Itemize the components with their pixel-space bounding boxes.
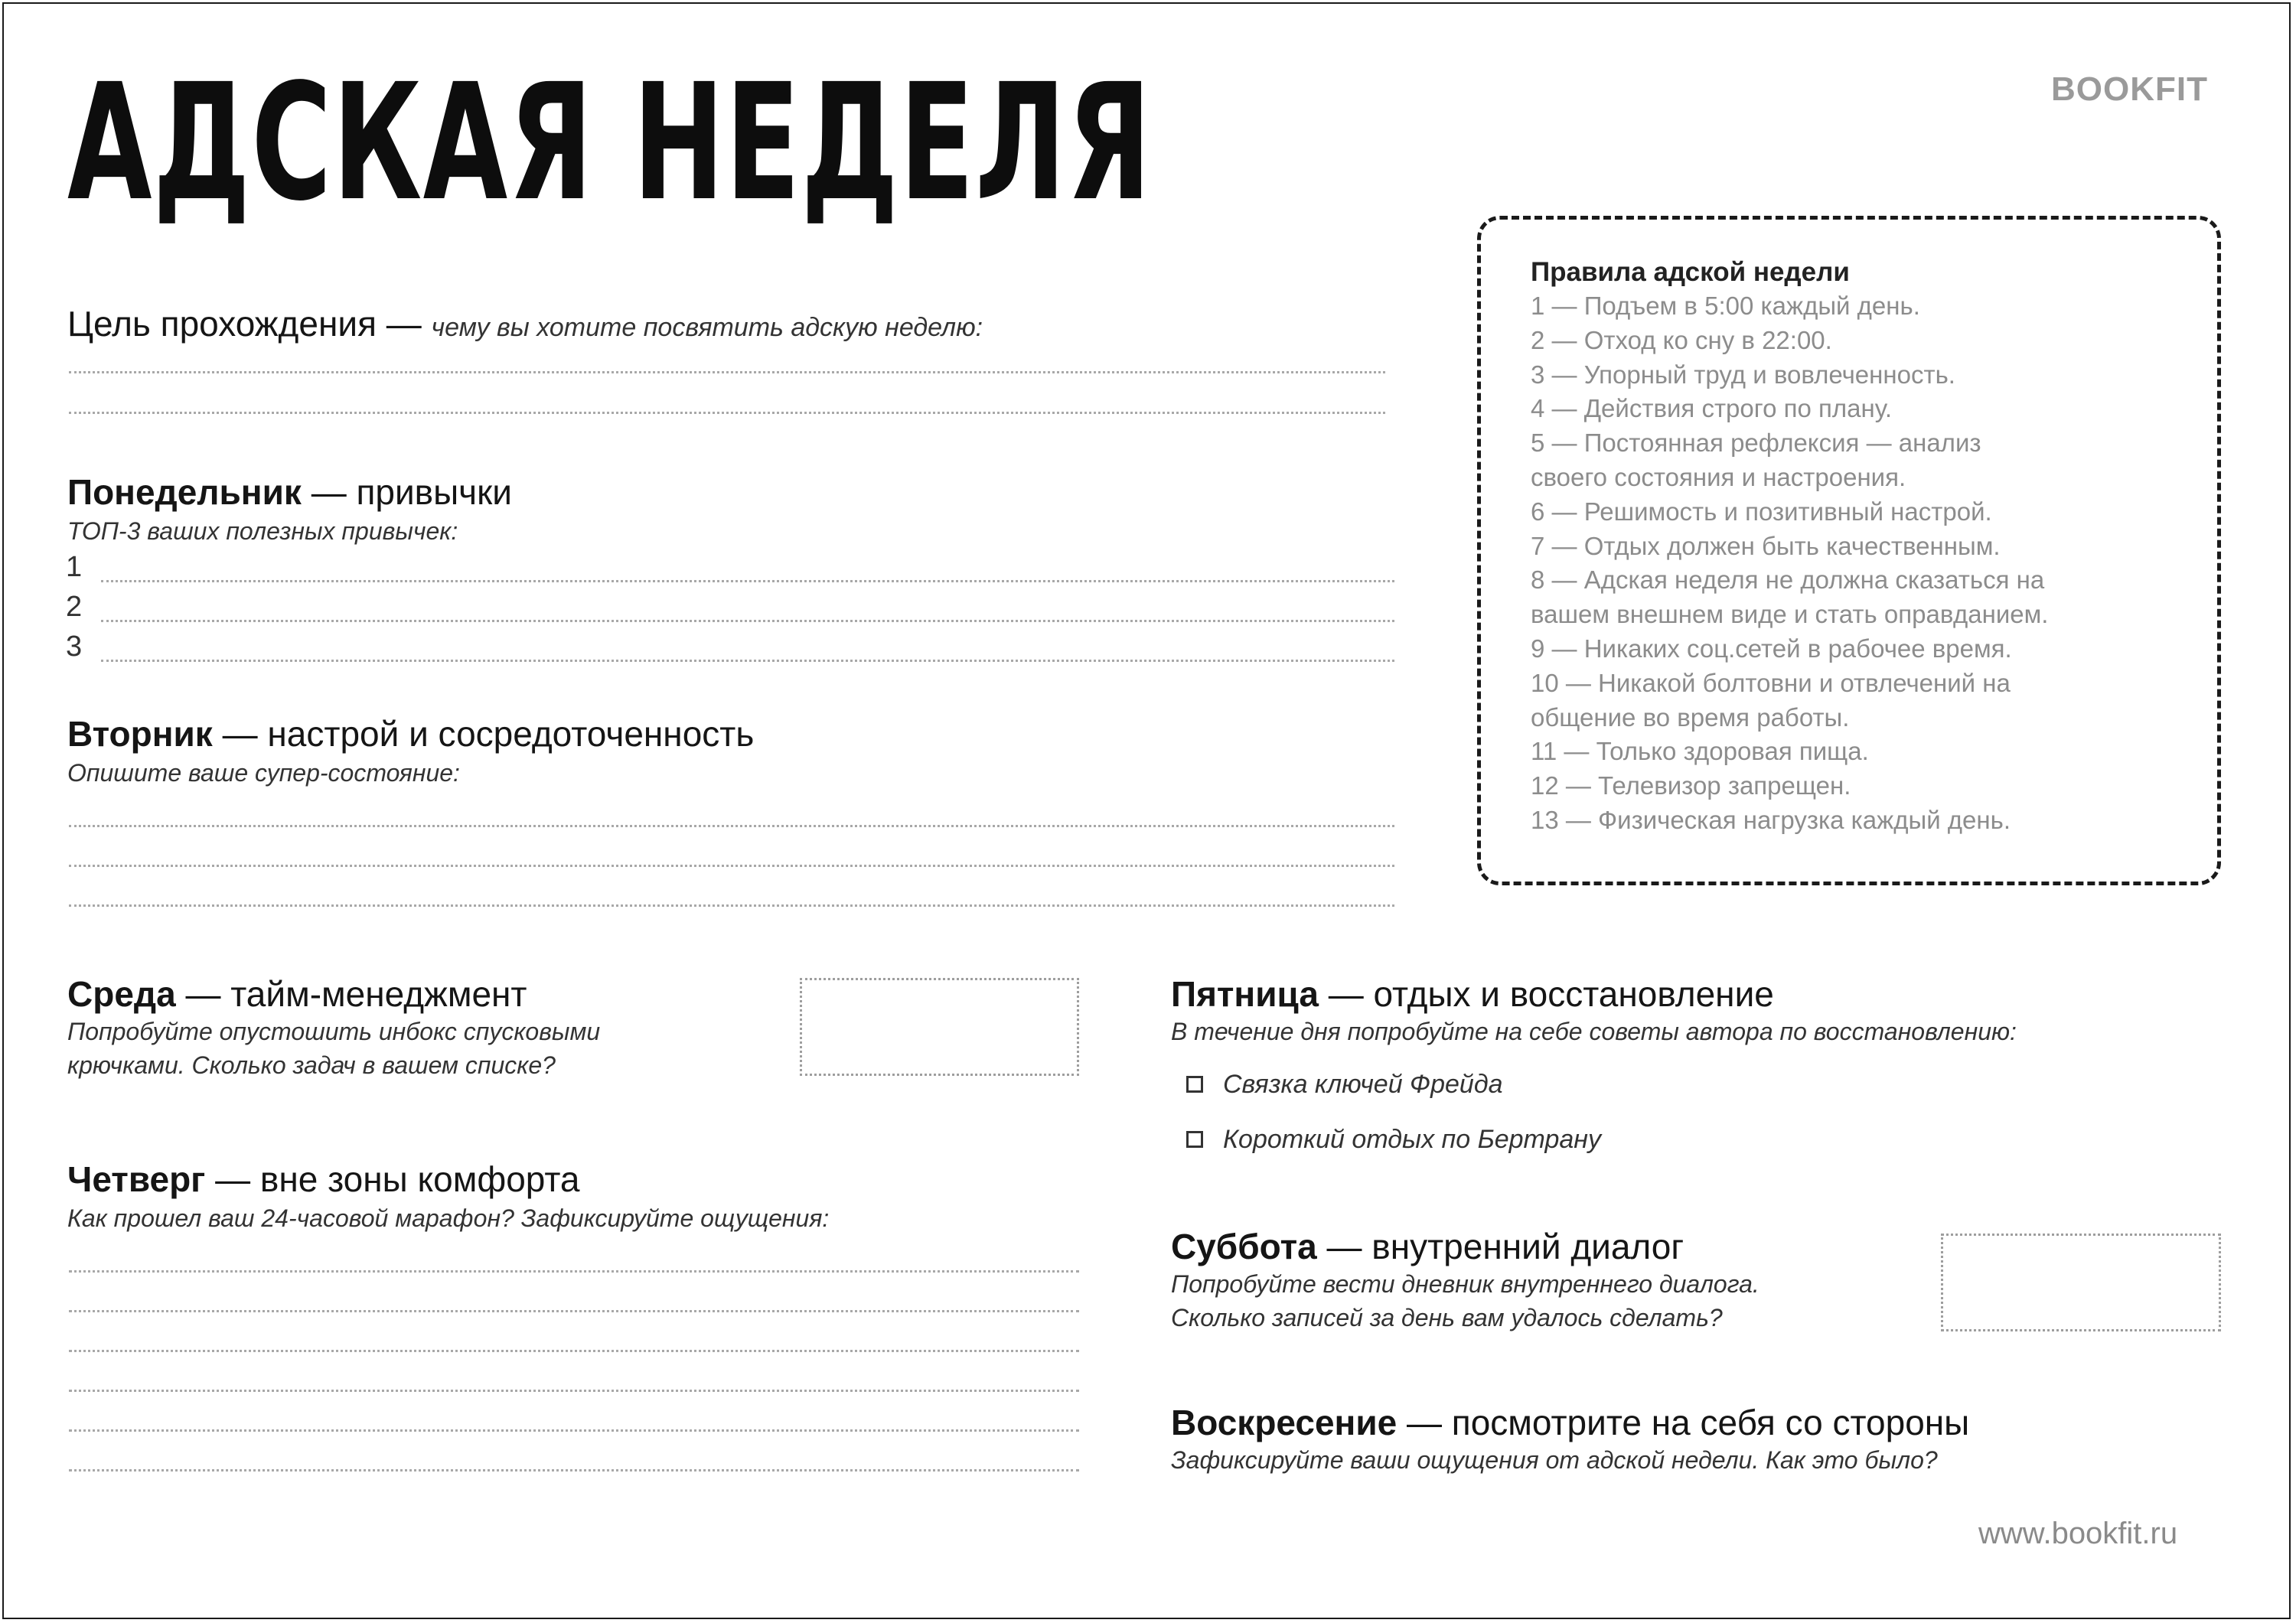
rules-title: Правила адской недели xyxy=(1531,257,1850,287)
rule-item: общение во время работы. xyxy=(1531,702,1850,732)
wednesday-day: Среда xyxy=(67,974,176,1014)
rule-item: вашем внешнем виде и стать оправданием. xyxy=(1531,600,2049,629)
goal-answer-line-2[interactable] xyxy=(69,412,1385,414)
saturday-prompt-line-1: Попробуйте вести дневник внутреннего диалога. xyxy=(1171,1270,1760,1298)
rule-item: 9 — Никаких соц.сетей в рабочее время. xyxy=(1531,634,2012,663)
rule-item: 3 — Упорный труд и вовлеченность. xyxy=(1531,360,1955,389)
monday-topic: — привычки xyxy=(311,472,512,512)
habit-line-3[interactable] xyxy=(101,660,1394,662)
habit-number-1: 1 xyxy=(66,551,83,583)
thursday-line-3[interactable] xyxy=(69,1350,1079,1352)
saturday-day: Суббота xyxy=(1171,1227,1317,1266)
thursday-line-4[interactable] xyxy=(69,1390,1079,1392)
saturday-topic: — внутренний диалог xyxy=(1326,1227,1684,1266)
tuesday-day: Вторник xyxy=(67,714,213,754)
wednesday-prompt-line-2: крючками. Сколько задач в вашем списке? xyxy=(67,1051,556,1079)
wednesday-heading xyxy=(67,973,527,1015)
thursday-day: Четверг xyxy=(67,1159,206,1199)
option-checkbox-bertrand[interactable] xyxy=(1186,1131,1203,1148)
habit-line-2[interactable] xyxy=(101,620,1394,622)
rule-item: 5 — Постоянная рефлексия — анализ xyxy=(1531,429,1981,458)
thursday-line-1[interactable] xyxy=(69,1270,1079,1273)
goal-heading xyxy=(67,303,983,344)
monday-heading xyxy=(67,471,512,513)
page-title: АДСКАЯ НЕДЕЛЯ xyxy=(67,49,1153,236)
saturday-prompt-line-2: Сколько записей за день вам удалось сделать? xyxy=(1171,1304,1723,1331)
rule-item: 8 — Адская неделя не должна сказаться на xyxy=(1531,565,2045,595)
option-label-freud: Связка ключей Фрейда xyxy=(1223,1070,1503,1099)
brand-logo: BOOKFIT xyxy=(2051,70,2208,108)
rule-item: 7 — Отдых должен быть качественным. xyxy=(1531,531,2001,560)
sunday-prompt: Зафиксируйте ваши ощущения от адской недели. Как это было? xyxy=(1171,1446,1938,1474)
sunday-topic: — посмотрите на себя со стороны xyxy=(1407,1403,1970,1442)
website-url: www.bookfit.ru xyxy=(1978,1517,2178,1550)
goal-label: Цель прохождения — xyxy=(67,304,422,344)
friday-topic: — отдых и восстановление xyxy=(1328,974,1774,1014)
tuesday-line-1[interactable] xyxy=(69,825,1394,827)
rules-list xyxy=(1531,289,2048,838)
rule-item: 13 — Физическая нагрузка каждый день. xyxy=(1531,805,2011,834)
friday-heading xyxy=(1171,973,1774,1015)
monday-day: Понедельник xyxy=(67,472,302,512)
option-label-bertrand: Короткий отдых по Бертрану xyxy=(1223,1125,1601,1154)
habit-line-1[interactable] xyxy=(101,580,1394,582)
thursday-line-2[interactable] xyxy=(69,1310,1079,1312)
tuesday-line-2[interactable] xyxy=(69,865,1394,867)
rule-item: 6 — Решимость и позитивный настрой. xyxy=(1531,497,1992,526)
habit-number-3: 3 xyxy=(66,631,83,663)
tuesday-line-3[interactable] xyxy=(69,904,1394,907)
option-checkbox-freud[interactable] xyxy=(1186,1076,1203,1093)
saturday-heading xyxy=(1171,1226,1684,1267)
rule-item: 10 — Никакой болтовни и отвлечений на xyxy=(1531,668,2011,697)
saturday-entry-count-box[interactable] xyxy=(1941,1234,2221,1331)
thursday-topic: — вне зоны комфорта xyxy=(215,1159,580,1199)
rule-item: 12 — Телевизор запрещен. xyxy=(1531,771,1851,800)
wednesday-topic: — тайм-менеджмент xyxy=(185,974,527,1014)
monday-prompt: ТОП-3 ваших полезных привычек: xyxy=(67,517,458,545)
thursday-line-5[interactable] xyxy=(69,1429,1079,1432)
wednesday-task-count-box[interactable] xyxy=(800,978,1079,1076)
thursday-line-6[interactable] xyxy=(69,1469,1079,1471)
tuesday-topic: — настрой и сосредоточенность xyxy=(222,714,755,754)
tuesday-heading xyxy=(67,713,754,754)
rule-item: 1 — Подъем в 5:00 каждый день. xyxy=(1531,292,1920,320)
rule-item: 4 — Действия строго по плану. xyxy=(1531,394,1893,423)
sunday-day: Воскресение xyxy=(1171,1403,1397,1442)
sunday-heading xyxy=(1171,1402,1969,1443)
wednesday-prompt-line-1: Попробуйте опустошить инбокс спусковыми xyxy=(67,1018,601,1045)
thursday-prompt: Как прошел ваш 24-часовой марафон? Зафиксируйте ощущения: xyxy=(67,1204,830,1232)
rule-item: своего состояния и настроения. xyxy=(1531,462,1906,491)
rule-item: 2 — Отход ко сну в 22:00. xyxy=(1531,325,1832,354)
habit-number-2: 2 xyxy=(66,591,83,623)
tuesday-prompt: Опишите ваше супер-состояние: xyxy=(67,759,460,787)
goal-hint: чему вы хотите посвятить адскую неделю: xyxy=(431,313,983,342)
rule-item: 11 — Только здоровая пища. xyxy=(1531,737,1869,766)
thursday-heading xyxy=(67,1159,580,1200)
friday-day: Пятница xyxy=(1171,974,1319,1014)
friday-prompt: В течение дня попробуйте на себе советы автора по восстановлению: xyxy=(1171,1018,2017,1045)
goal-answer-line-1[interactable] xyxy=(69,371,1385,373)
